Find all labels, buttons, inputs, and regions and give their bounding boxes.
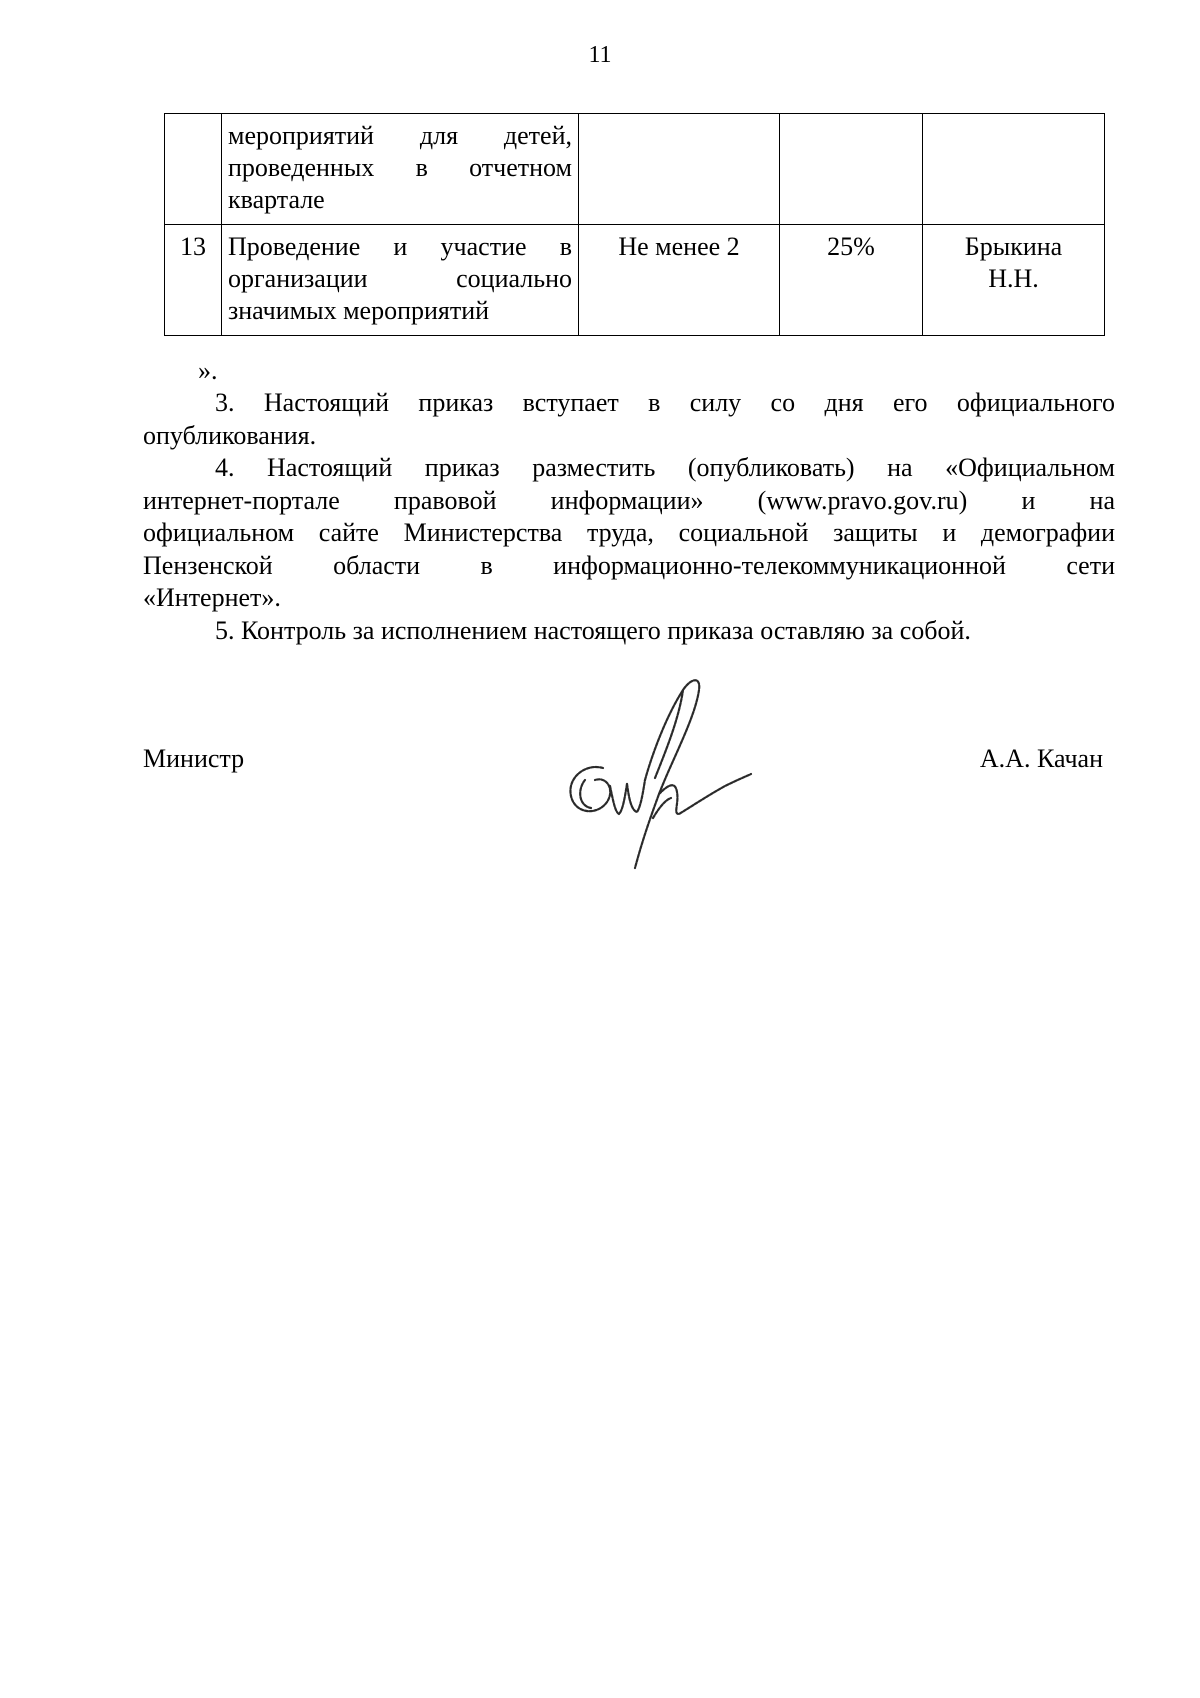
signer-name: А.А. Качан [979, 744, 1103, 773]
activity-name-line: Проведение и участие в [228, 232, 572, 261]
page-number: 11 [588, 42, 612, 68]
activity-name-line: квартале [228, 185, 325, 214]
closing-quote: ». [198, 356, 218, 385]
paragraph-3 [143, 387, 1115, 452]
row-number-cell [165, 114, 222, 225]
activity-name-line: организации социально [228, 264, 572, 293]
paragraph-line: 3. Настоящий приказ вступает в силу со дня его официального [215, 388, 1115, 417]
responsible-cell [923, 114, 1105, 225]
responsible-cell [923, 225, 1105, 336]
activity-name-line: проведенных в отчетном [228, 153, 572, 182]
activity-name-cell [222, 114, 579, 225]
table-row [165, 225, 1105, 336]
paragraph-line: опубликования. [143, 420, 317, 450]
table-row [165, 114, 1105, 225]
paragraph-line: «Интернет». [143, 583, 281, 612]
responsible-line: Н.Н. [988, 264, 1039, 293]
activity-name-line: значимых мероприятий [228, 296, 490, 325]
target-value-cell [579, 114, 780, 225]
activity-name-line: мероприятий для детей, [228, 121, 572, 150]
paragraph-line: интернет-портале правовой информации» (www.pravo.gov.ru) и на [143, 485, 1115, 515]
activity-name-cell [222, 225, 579, 336]
paragraph-line: 5. Контроль за исполнением настоящего приказа оставляю за собой. [215, 615, 971, 645]
target-value-cell: Не менее 2 [579, 225, 780, 336]
paragraph-line: 4. Настоящий приказ разместить (опубликовать) на «Официальном [215, 453, 1115, 482]
signer-title: Министр [143, 744, 245, 773]
paragraph-line: официальном сайте Министерства труда, социальной защиты и демографии [143, 518, 1115, 547]
paragraph-5 [143, 615, 1115, 648]
responsible-line: Брыкина [964, 232, 1063, 261]
paragraph-line: Пензенской области в информационно-телекоммуникационной сети [143, 550, 1115, 580]
handwritten-signature [555, 668, 770, 888]
paragraph-4 [143, 452, 1115, 615]
plan-table [164, 113, 1105, 336]
weight-cell: 25% [780, 225, 923, 336]
order-body [143, 387, 1115, 647]
weight-cell [780, 114, 923, 225]
row-number-cell: 13 [165, 225, 222, 336]
